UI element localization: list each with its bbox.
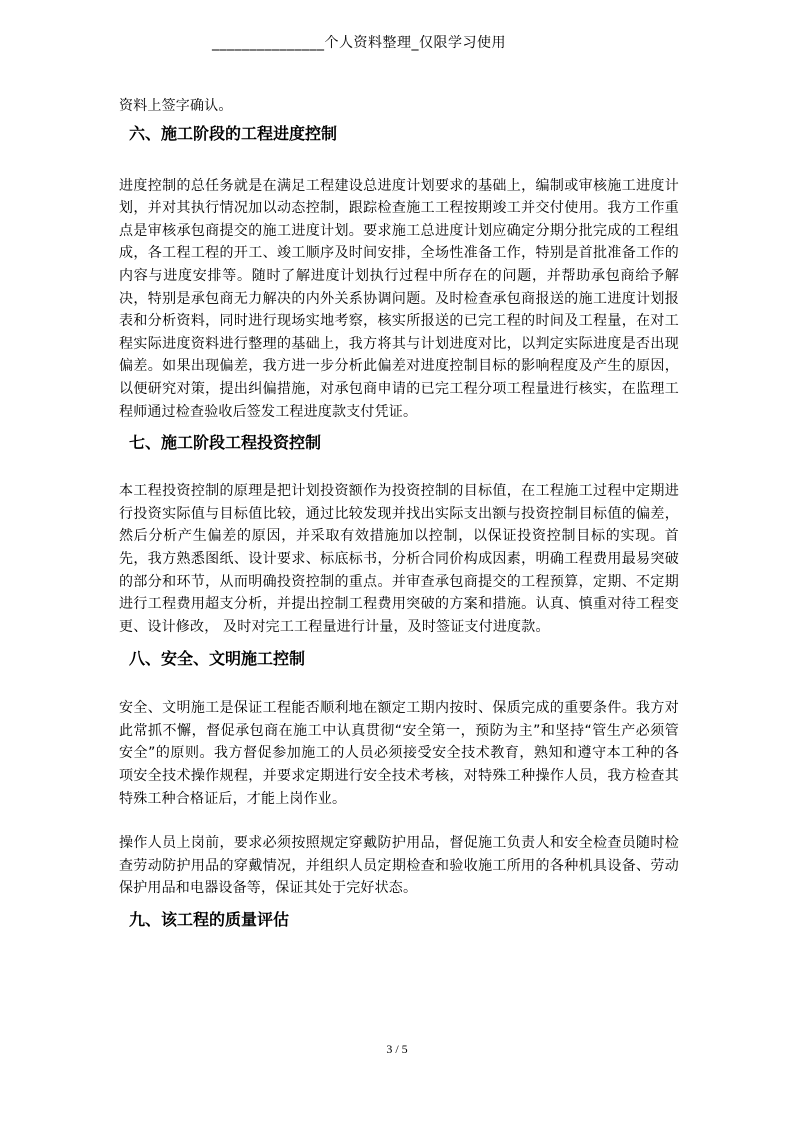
page-number: 3 / 5 bbox=[386, 1042, 408, 1056]
section-heading-9: 九、该工程的质量评估 bbox=[129, 910, 290, 930]
paragraph-continuation: 资料上签字确认。 bbox=[119, 98, 233, 114]
section-heading-8: 八、安全、文明施工控制 bbox=[129, 649, 306, 669]
paragraph-progress-control: 进度控制的总任务就是在满足工程建设总进度计划要求的基础上，编制或审核施工进度计划，并对其执行情况加以动态控制，跟踪检查施工工程按期竣工并交付使用。我方工作重点是审核承包商提交的施工进度计划。要求施工总进度计划应确定分期分批完成的工程组成，各工程工程的开工、竣工顺序及时间安排，全场性准备工作，特别是首批准备工作的内容与进度安排等。随时了解进度计划执行过程中所存在的问题，并帮助承包商给予解决，特别是承包商无力解决的内外关系协调问题。及时检查承包商报送的施工进度计划报表和分析资料，同时进行现场实地考察，核实所报送的已完工程的时间及工程量，在对工程实际进度资料进行整理的基础上，我方将其与计划进度对比，以判定实际进度是否出现偏差。如果出现偏差，我方进一步分析此偏差对进度控制目标的影响程度及产生的原因，以便研究对策，提出纠偏措施，对承包商申请的已完工程分项工程量进行核实，在监理工程师通过检查验收后签发工程进度款支付凭证。 bbox=[119, 177, 679, 420]
paragraph-protective-equipment: 操作人员上岗前，要求必须按照规定穿戴防护用品，督促施工负责人和安全检查员随时检查劳动防护用品的穿戴情况，并组织人员定期检查和验收施工所用的各种机具设备、劳动保护用品和电器设备等，保证其处于完好状态。 bbox=[119, 835, 679, 897]
paragraph-investment-control: 本工程投资控制的原理是把计划投资额作为投资控制的目标值，在工程施工过程中定期进行投资实际值与目标值比较，通过比较发现并找出实际支出额与投资控制目标值的偏差，然后分析产生偏差的原因，并采取有效措施加以控制，以保证投资控制目标的实现。首先，我方熟悉图纸、设计要求、标底标书，分析合同价构成因素，明确工程费用最易突破的部分和环节，从而明确投资控制的重点。并审查承包商提交的工程预算，定期、不定期进行工程费用超支分析，并提出控制工程费用突破的方案和措施。认真、慎重对待工程变更、设计修改， 及时对完工工程量进行计量，及时签证支付进度款。 bbox=[119, 483, 679, 635]
document-body bbox=[119, 95, 679, 931]
section-heading-6: 六、施工阶段的工程进度控制 bbox=[129, 123, 338, 143]
paragraph-safety-control: 安全、文明施工是保证工程能否顺利地在额定工期内按时、保质完成的重要条件。我方对此常抓不懈，督促承包商在施工中认真贯彻“安全第一，预防为主”和坚持“管生产必须管安全”的原则。我方督促参加施工的人员必须接受安全技术教育，熟知和遵守本工种的各项安全技术操作规程，并要求定期进行安全技术考核，对特殊工种操作人员，我方检查其特殊工种合格证后，才能上岗作业。 bbox=[119, 700, 679, 807]
section-heading-7: 七、施工阶段工程投资控制 bbox=[129, 433, 322, 453]
page-header: _______________个人资料整理_仅限学习使用 bbox=[212, 35, 506, 51]
